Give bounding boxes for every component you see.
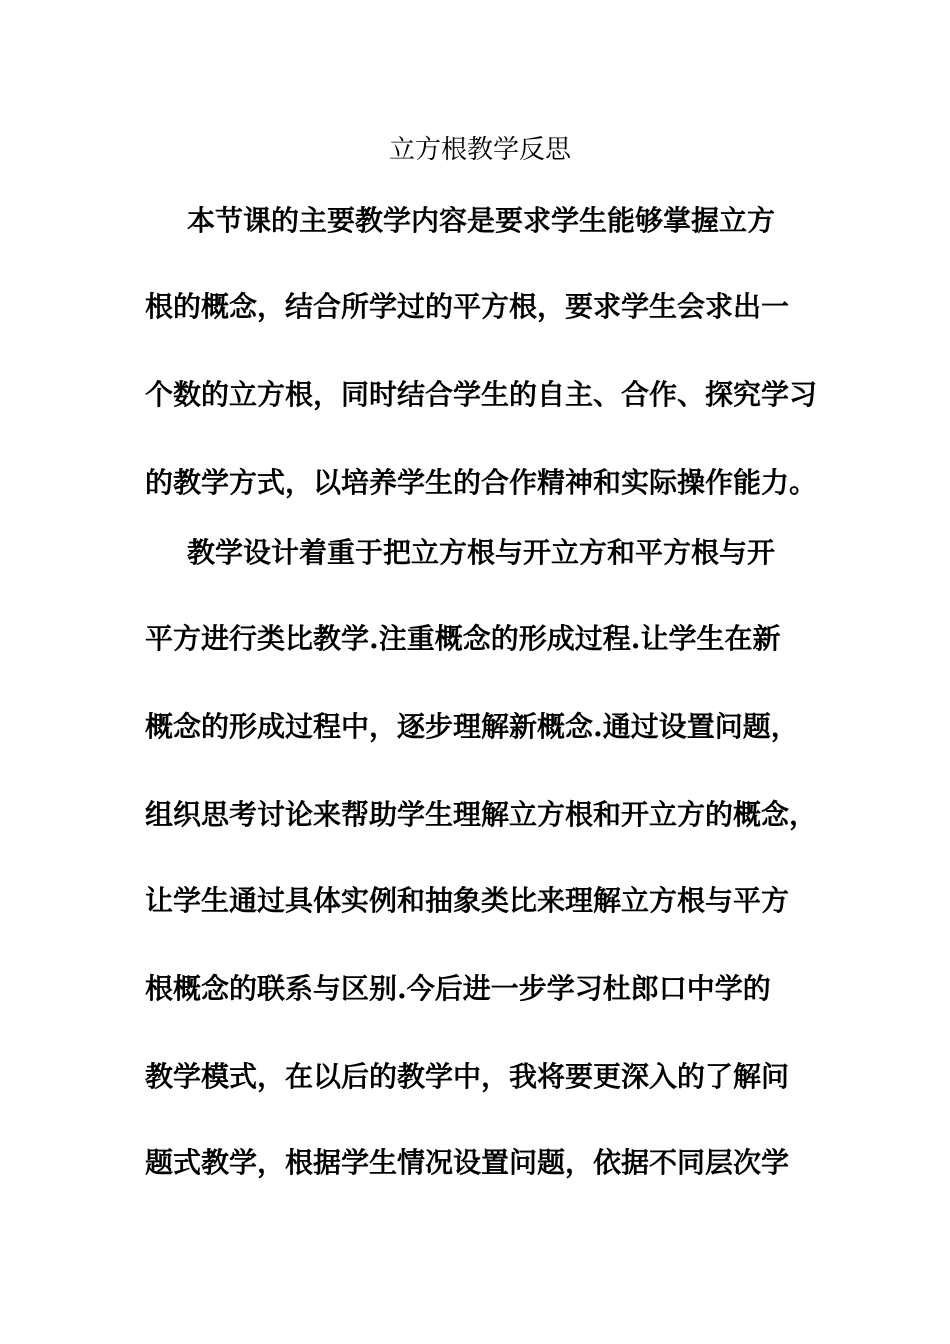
paragraph-line: 本节课的主要教学内容是要求学生能够掌握立方 <box>187 204 776 237</box>
paragraph-line: 组织思考讨论来帮助学生理解立方根和开立方的概念， <box>145 798 818 831</box>
paragraph-line: 教学设计着重于把立方根与开立方和平方根与开 <box>187 536 776 569</box>
paragraph-line: 个数的立方根，同时结合学生的自主、合作、探究学习 <box>145 378 818 411</box>
paragraph-line: 平方进行类比教学.注重概念的形成过程.让学生在新 <box>145 622 781 655</box>
paragraph-line: 概念的形成过程中，逐步理解新概念.通过设置问题， <box>145 710 799 743</box>
document-title: 立方根教学反思 <box>388 135 571 165</box>
paragraph-line: 教学模式，在以后的教学中，我将要更深入的了解问 <box>145 1060 790 1093</box>
paragraph-line: 根的概念，结合所学过的平方根，要求学生会求出一 <box>145 290 790 323</box>
paragraph-line: 根概念的联系与区别.今后进一步学习杜郎口中学的 <box>145 972 771 1005</box>
paragraph-line: 的教学方式，以培养学生的合作精神和实际操作能力。 <box>145 466 818 499</box>
paragraph-line: 题式教学，根据学生情况设置问题，依据不同层次学 <box>145 1146 790 1179</box>
paragraph-line: 让学生通过具体实例和抽象类比来理解立方根与平方 <box>145 884 790 917</box>
